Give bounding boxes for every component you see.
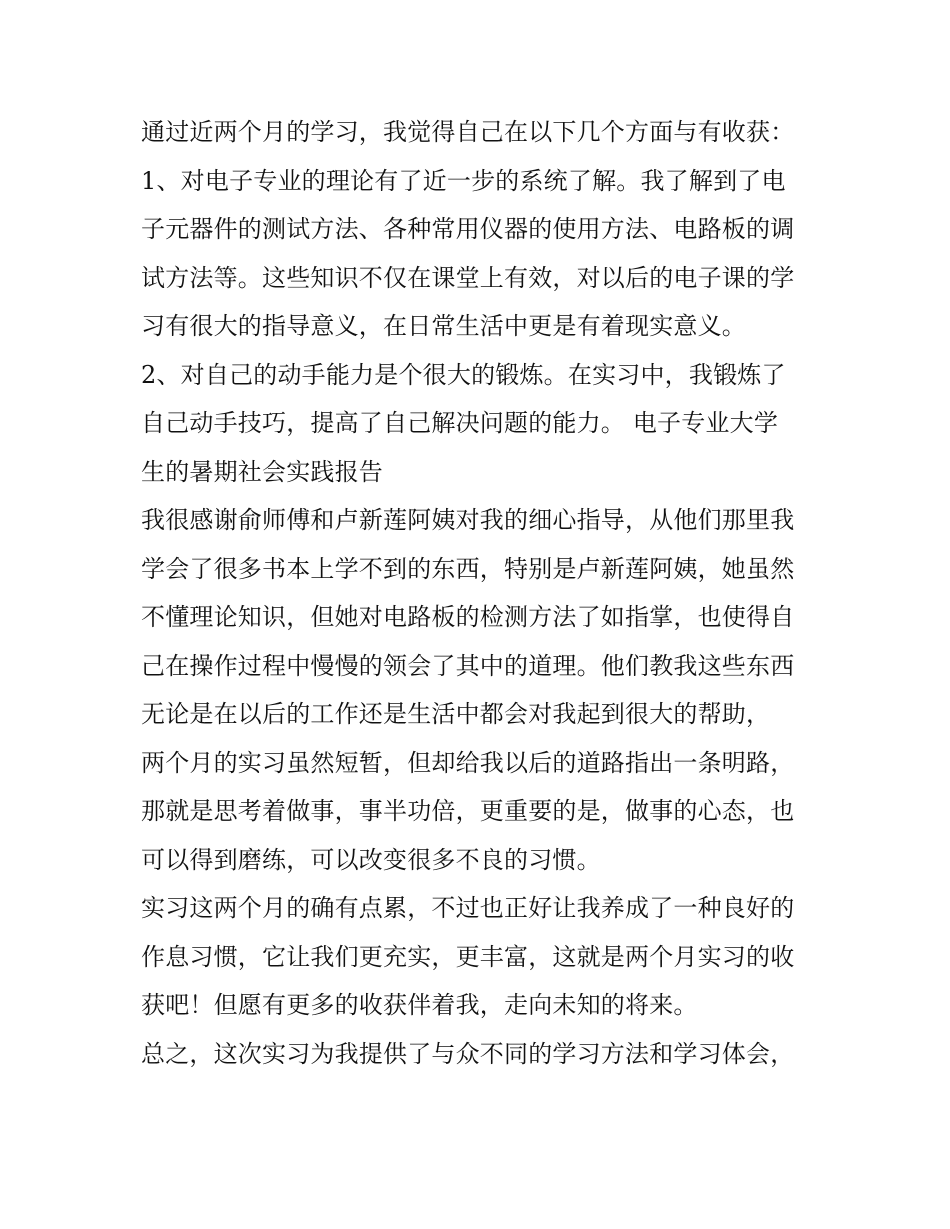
text-line: 试方法等。这些知识不仅在课堂上有效，对以后的电子课的学	[141, 263, 795, 292]
text-line: 可以得到磨练，可以改变很多不良的习惯。	[141, 845, 601, 874]
text-line: 1、对电子专业的理论有了近一步的系统了解。我了解到了电	[141, 166, 786, 195]
text-line: 获吧！但愿有更多的收获伴着我，走向未知的将来。	[141, 991, 698, 1019]
text-line: 那就是思考着做事，事半功倍，更重要的是，做事的心态，也	[141, 797, 795, 825]
text-line: 通过近两个月的学习，我觉得自己在以下几个方面与有收获：	[141, 118, 795, 146]
text-line: 两个月的实习虽然短暂，但却给我以后的道路指出一条明路，	[141, 748, 795, 777]
text-line: 不懂理论知识，但她对电路板的检测方法了如指掌，也使得自	[141, 603, 795, 631]
text-line: 自己动手技巧，提高了自己解决问题的能力。 电子专业大学	[141, 409, 779, 437]
text-line: 我很感谢俞师傅和卢新莲阿姨对我的细心指导，从他们那里我	[141, 506, 795, 534]
text-line: 无论是在以后的工作还是生活中都会对我起到很大的帮助，	[141, 700, 771, 728]
text-line: 习有很大的指导意义，在日常生活中更是有着现实意义。	[141, 312, 746, 340]
text-line: 2、对自己的动手能力是个很大的锻炼。在实习中，我锻炼了	[141, 360, 786, 389]
text-line: 子元器件的测试方法、各种常用仪器的使用方法、电路板的调	[141, 215, 795, 243]
text-line: 作息习惯，它让我们更充实，更丰富，这就是两个月实习的收	[141, 942, 795, 971]
text-line: 生的暑期社会实践报告	[141, 457, 383, 486]
document-body	[141, 108, 821, 1078]
text-line: 己在操作过程中慢慢的领会了其中的道理。他们教我这些东西	[141, 651, 795, 680]
text-line: 总之，这次实习为我提供了与众不同的学习方法和学习体会，	[141, 1039, 795, 1068]
text-line: 实习这两个月的确有点累，不过也正好让我养成了一种良好的	[141, 894, 795, 922]
text-line: 学会了很多书本上学不到的东西，特别是卢新莲阿姨，她虽然	[141, 554, 795, 583]
